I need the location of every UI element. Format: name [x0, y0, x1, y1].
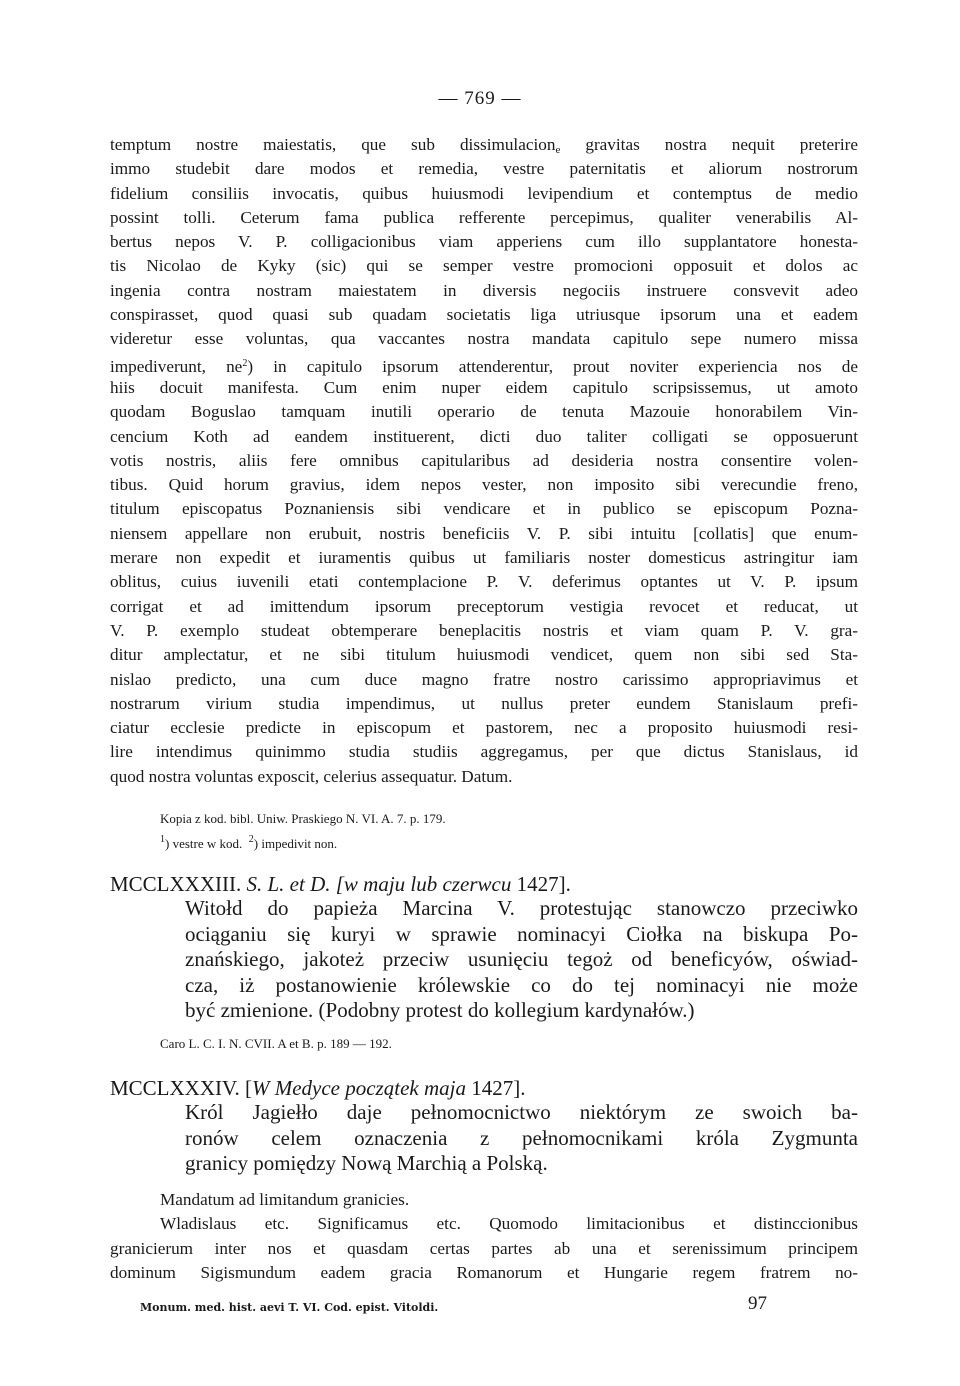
- body-line: oblitus, cuius iuvenili etati contemplacione P. V. deferimus optantes ut V. P. ipsum: [110, 572, 858, 592]
- footer-sheet-number: 97: [748, 1293, 767, 1314]
- letter-body: [110, 133, 858, 789]
- footnote-mark: 2: [248, 834, 254, 845]
- entry-summary-1283: Witołd do papieża Marcina V. protestując stanowczo przeciwko ociąganiu się kuryi w sprawie nominacyi Ciołka na biskupa Po- znańskiego, jakoteż przeciw usunięciu tegoż od beneficyów, oświad- cza, iż postanowienie królewskie co do tej nominacyi nie może być zmienione. (Podobny protest do kollegium kardynałów.): [185, 896, 858, 1022]
- body-line: impediverunt, $ne^2$) in capitulo ipsorum attenderentur, prout noviter experiencia nos de: [110, 356, 859, 376]
- page-number: — 769 —: [438, 88, 522, 109]
- body-line: tibus. Quid horum gravius, idem nepos vester, non imposito sibi verecundie freno,: [110, 475, 858, 495]
- body-line: ingenia contra nostram maiestatem in diversis negociis instruere consvevit adeo: [110, 280, 858, 300]
- body-line: bertus nepos V. P. colligacionibus viam apperiens cum illo supplantatore honesta-: [110, 232, 858, 252]
- body-line: quodam Boguslao tamquam inutili operario de tenuta Mazouie honorabilem Vin-: [110, 402, 858, 422]
- entry-source-1283: Caro L. C. I. N. CVII. A et B. p. 189 — 192.: [160, 1036, 392, 1051]
- body-line: titulum episcopatus Poznaniensis sibi vendicare et in publico se episcopum Pozna-: [110, 499, 858, 519]
- document-title: Mandatum ad limitandum granicies.: [160, 1190, 410, 1209]
- entry-heading-1284: MCCLXXXIV. [W Medyce początek maja 1427].: [110, 1076, 526, 1100]
- footer-signature: Monum. med. hist. aevi T. VI. Cod. epist. Vitoldi.: [140, 1301, 439, 1314]
- body-line: cencium Koth ad eandem instituerent, dicti duo taliter colligati se opposuerunt: [110, 426, 858, 446]
- body-line: temptum nostre maiestatis, que sub dissimulacion$_e$ gravitas nostra nequit preterire: [110, 135, 858, 156]
- body-line: hiis docuit manifesta. Cum enim nuper eidem capitulo scripsissemus, ut amoto: [110, 377, 858, 397]
- body-line: corrigat et ad imittendum ipsorum preceptorum vestigia revocet et reducat, ut: [110, 596, 858, 616]
- body-line: ditur amplectatur, et ne sibi titulum huiusmodi vendicet, quem non sibi sed Sta-: [110, 645, 858, 665]
- body-line: immo studebit dare modos et remedia, vestre paternitatis et aliorum nostrorum: [110, 159, 858, 179]
- body-line: votis nostris, aliis fere omnibus capitularibus ad desideria nostra consentire volen-: [110, 450, 858, 470]
- body-line: merare non expedit et iuramentis quibus ut familiaris noster domesticus astringitur iam: [110, 548, 858, 568]
- footnotes: $^1$) vestre w kod. $^2$) impedivit non.: [160, 834, 338, 851]
- body-line: possint tolli. Ceterum fama publica refferente percepimus, qualiter venerabilis Al-: [110, 207, 858, 227]
- body-line: conspirasset, quod quasi sub quadam societatis liga utriusque ipsorum una et eadem: [110, 305, 858, 325]
- entry-summary-1284: Król Jagiełło daje pełnomocnictwo niektórym ze swoich ba- ronów celem oznaczenia z pełnomocnikami króla Zygmunta granicy pomiędzy Nową Marchią a Polską.: [185, 1100, 858, 1175]
- body-line: videretur esse voluntas, qua vaccantes nostra mandata capitulo sepe numero missa: [110, 329, 858, 349]
- body-line: nostrarum virium studia impendimus, ut nullus preter eundem Stanislaum prefi-: [110, 693, 858, 713]
- body-line: V. P. exemplo studeat obtemperare beneplacitis nostris et viam quam P. V. gra-: [110, 620, 858, 640]
- entry-text-1284: Mandatum ad limitandum granicies. Wladislaus etc. Significamus etc. Quomodo limitacionibus et distinccionibus granicierum inter nos et quasdam certas partes ab una et serenissimum principem dominum Sigismundum eadem gracia Romanorum et Hungarie regem fratrem no-: [110, 1190, 858, 1282]
- body-line: quod nostra voluntas exposcit, celerius assequatur. Datum.: [110, 766, 513, 786]
- source-note: Kopia z kod. bibl. Uniw. Praskiego N. VI. A. 7. p. 179.: [160, 811, 446, 826]
- footnote-ref: 2: [242, 357, 248, 369]
- footnote-mark: 1: [160, 834, 165, 845]
- body-line: nislao predicto, una cum duce magno fratre nostro carissimo appropriavimus et: [110, 669, 858, 689]
- body-line: fidelium consiliis invocatis, quibus huiusmodi levipendium et contemptus de medio: [110, 183, 858, 203]
- body-line: ciatur ecclesie predicte in episcopum et pastorem, nec a proposito huiusmodi resi-: [110, 718, 858, 738]
- body-line: lire intendimus quinimmo studia studiis aggregamus, per que dictus Stanislaus, id: [110, 742, 858, 762]
- body-line: niensem appellare non erubuit, nostris beneficiis V. P. sibi intuitu [collatis] que enum-: [110, 523, 858, 543]
- entry-heading-1283: MCCLXXXIII. S. L. et D. [w maju lub czerwcu 1427].: [110, 872, 571, 896]
- body-line: tis Nicolao de Kyky (sic) qui se semper vestre promocioni opposuit et dolos ac: [110, 256, 858, 276]
